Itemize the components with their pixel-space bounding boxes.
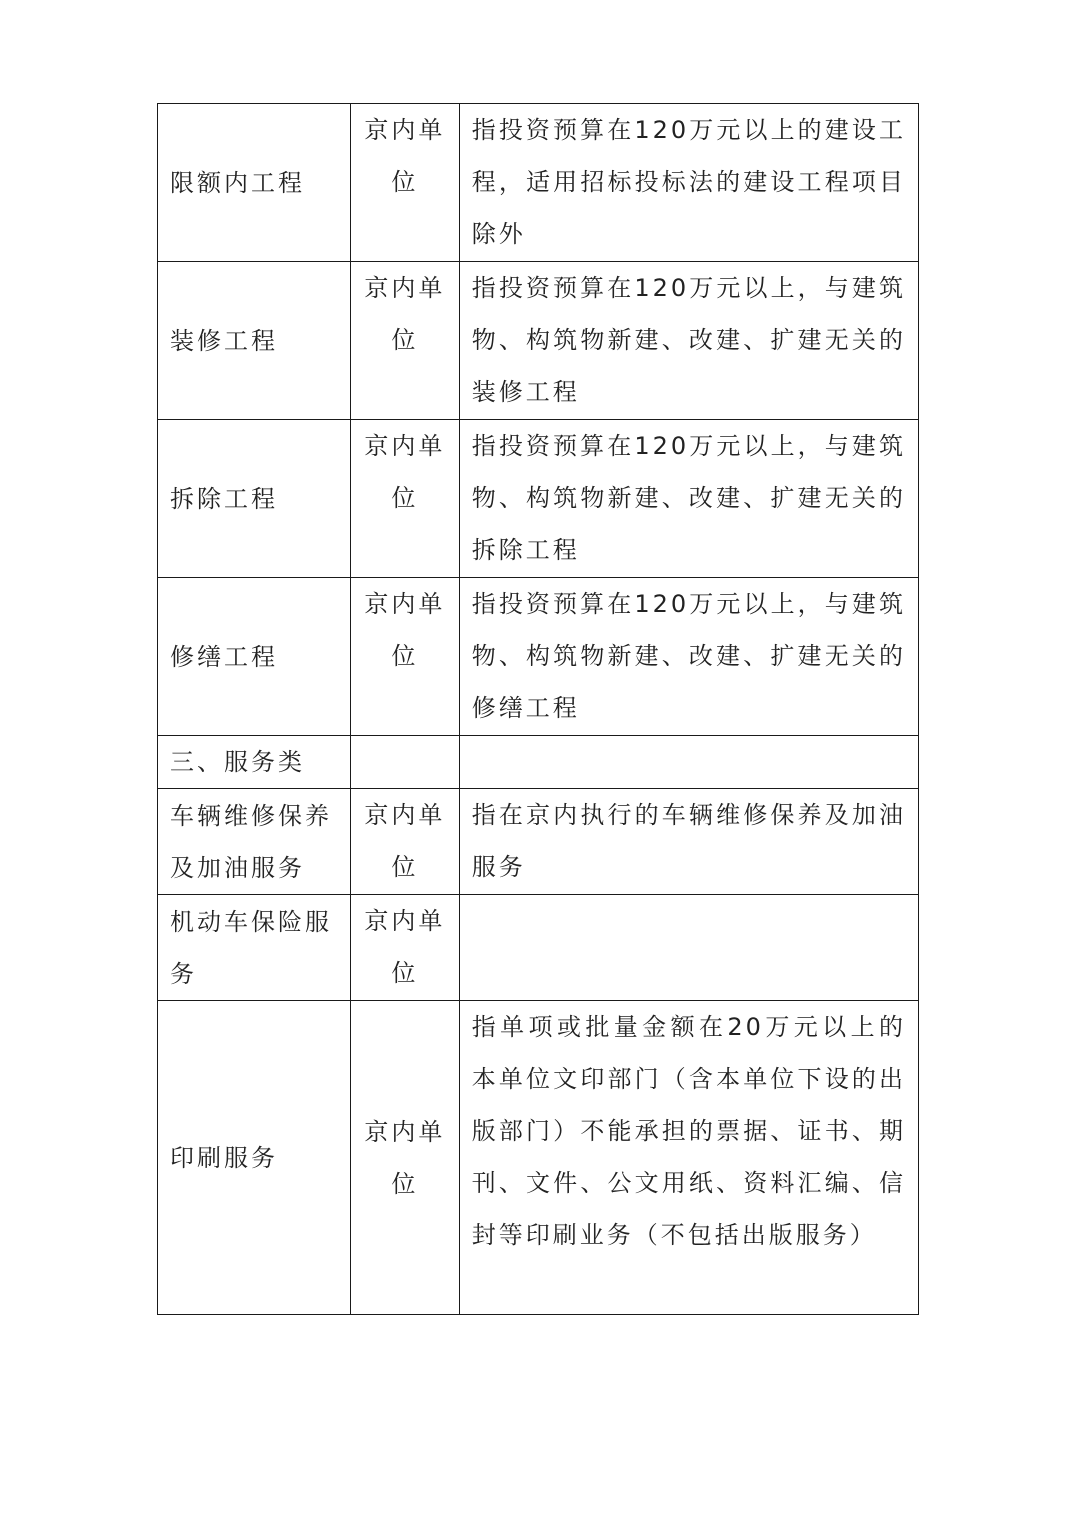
item-scope: 京内单位 [351, 104, 460, 262]
item-name: 车辆维修保养及加油服务 [158, 789, 351, 895]
item-description [459, 895, 918, 1001]
table-row [158, 1001, 919, 1315]
section-header-row [158, 736, 919, 789]
item-scope: 京内单位 [351, 578, 460, 736]
table-row [158, 420, 919, 578]
item-description: 指投资预算在120万元以上，与建筑物、构筑物新建、改建、扩建无关的拆除工程 [459, 420, 918, 578]
item-name: 修缮工程 [158, 578, 351, 736]
item-scope: 京内单位 [351, 420, 460, 578]
item-scope: 京内单位 [351, 262, 460, 420]
item-scope: 京内单位 [351, 895, 460, 1001]
procurement-catalog-table [157, 103, 919, 1315]
item-description: 指投资预算在120万元以上，与建筑物、构筑物新建、改建、扩建无关的修缮工程 [459, 578, 918, 736]
item-name: 拆除工程 [158, 420, 351, 578]
item-description: 指投资预算在120万元以上，与建筑物、构筑物新建、改建、扩建无关的装修工程 [459, 262, 918, 420]
item-scope: 京内单位 [351, 1001, 460, 1315]
table-row [158, 578, 919, 736]
table-row [158, 895, 919, 1001]
item-name: 限额内工程 [158, 104, 351, 262]
item-description [459, 736, 918, 789]
item-description: 指单项或批量金额在20万元以上的本单位文印部门（含本单位下设的出版部门）不能承担的票据、证书、期刊、文件、公文用纸、资料汇编、信封等印刷业务（不包括出版服务） [459, 1001, 918, 1315]
section-title: 三、服务类 [158, 736, 351, 789]
table-row [158, 789, 919, 895]
item-scope: 京内单位 [351, 789, 460, 895]
item-description: 指投资预算在120万元以上的建设工程，适用招标投标法的建设工程项目除外 [459, 104, 918, 262]
table-row [158, 104, 919, 262]
item-description: 指在京内执行的车辆维修保养及加油服务 [459, 789, 918, 895]
item-name: 印刷服务 [158, 1001, 351, 1315]
item-name: 机动车保险服务 [158, 895, 351, 1001]
table-row [158, 262, 919, 420]
item-name: 装修工程 [158, 262, 351, 420]
item-scope [351, 736, 460, 789]
